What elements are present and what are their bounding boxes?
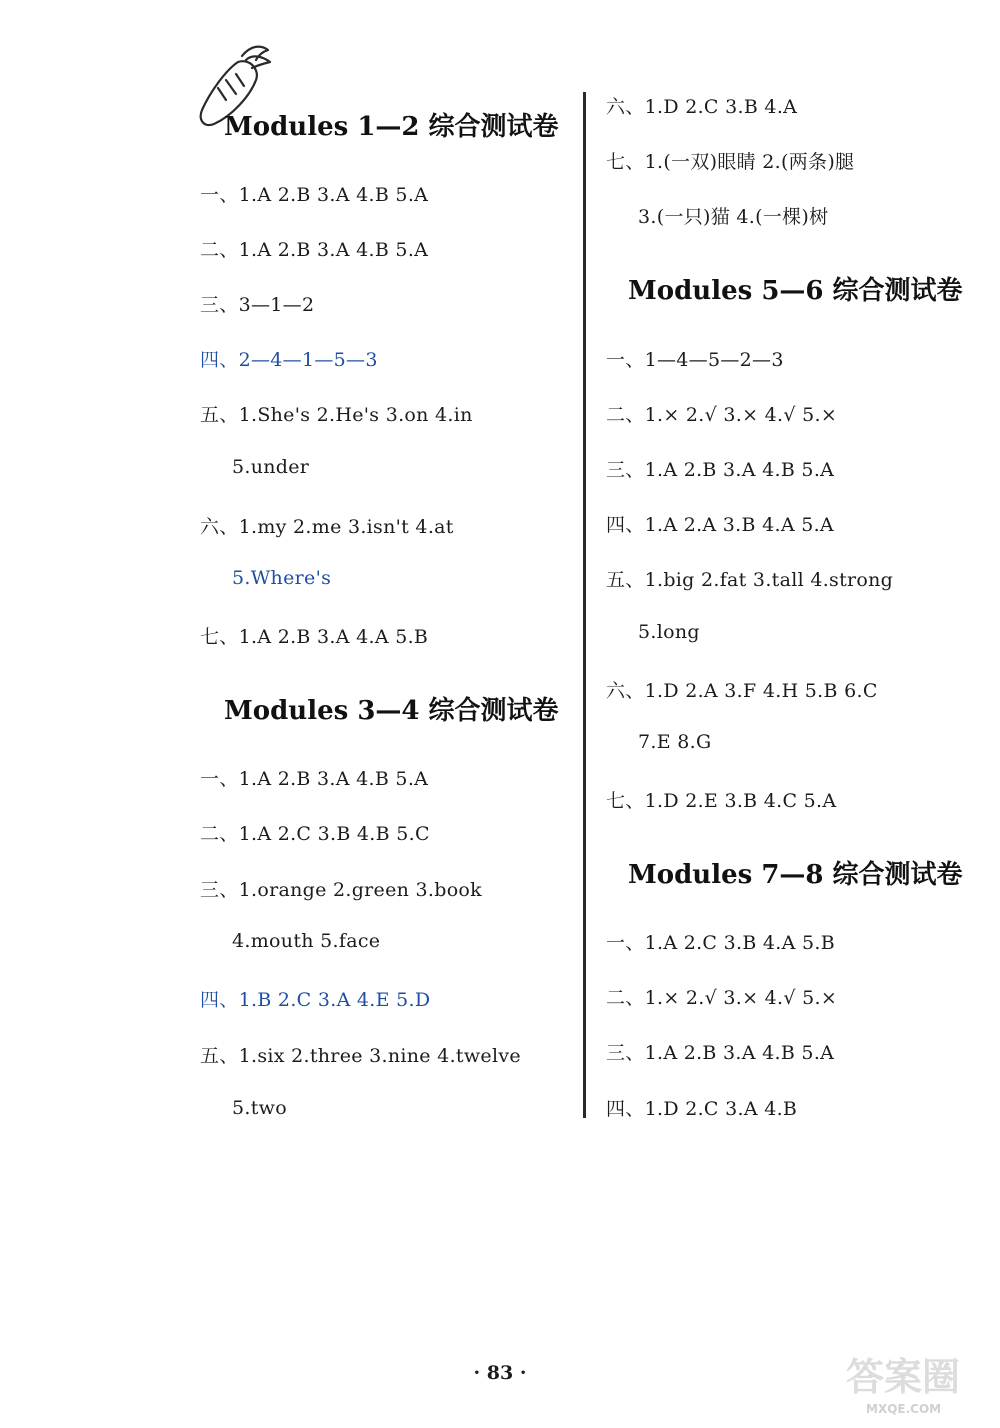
answer-line: 四、1.D 2.C 3.A 4.B [606, 1098, 798, 1120]
answer-line: 三、3—1—2 [200, 294, 315, 316]
answer-line: 四、1.B 2.C 3.A 4.E 5.D [200, 989, 431, 1011]
answer-line: 二、1.× 2.√ 3.× 4.√ 5.× [606, 404, 838, 426]
answer-line: 二、1.× 2.√ 3.× 4.√ 5.× [606, 987, 838, 1009]
answer-line: 3.(一只)猫 4.(一棵)树 [638, 206, 829, 228]
answer-line: 七、1.(一双)眼睛 2.(两条)腿 [606, 151, 855, 173]
heading-modules-3-4: Modules 3—4 综合测试卷 [224, 696, 559, 726]
answer-line: 三、1.A 2.B 3.A 4.B 5.A [606, 1042, 835, 1064]
answer-line: 5.two [232, 1097, 287, 1119]
answer-line: 五、1.She's 2.He's 3.on 4.in [200, 404, 473, 426]
answer-line: 一、1.A 2.B 3.A 4.B 5.A [200, 184, 429, 206]
answer-line: 七、1.A 2.B 3.A 4.A 5.B [200, 626, 429, 648]
answer-line: 七、1.D 2.E 3.B 4.C 5.A [606, 790, 837, 812]
answer-line: 五、1.big 2.fat 3.tall 4.strong [606, 569, 894, 591]
answer-line: 一、1.A 2.C 3.B 4.A 5.B [606, 932, 836, 954]
answer-line: 一、1—4—5—2—3 [606, 349, 784, 371]
heading-modules-1-2: Modules 1—2 综合测试卷 [224, 112, 559, 142]
answer-line: 5.Where's [232, 567, 332, 589]
answer-line: 一、1.A 2.B 3.A 4.B 5.A [200, 768, 429, 790]
answer-line: 二、1.A 2.B 3.A 4.B 5.A [200, 239, 429, 261]
answer-line: 四、2—4—1—5—3 [200, 349, 378, 371]
answer-line: 四、1.A 2.A 3.B 4.A 5.A [606, 514, 834, 536]
answer-line: 4.mouth 5.face [232, 930, 381, 952]
answer-line: 五、1.six 2.three 3.nine 4.twelve [200, 1045, 521, 1067]
heading-modules-7-8: Modules 7—8 综合测试卷 [628, 860, 963, 890]
answer-line: 5.under [232, 456, 310, 478]
answer-line: 三、1.A 2.B 3.A 4.B 5.A [606, 459, 835, 481]
watermark-url: MXQE.COM [866, 1402, 942, 1416]
answer-line: 7.E 8.G [638, 731, 712, 753]
page-number: · 83 · [473, 1362, 527, 1384]
answer-line: 六、1.D 2.A 3.F 4.H 5.B 6.C [606, 680, 878, 702]
answer-line: 5.long [638, 621, 700, 643]
column-divider [583, 92, 586, 1118]
watermark-main-text: 答案圈 [846, 1355, 961, 1399]
answer-line: 六、1.D 2.C 3.B 4.A [606, 96, 798, 118]
answer-line: 三、1.orange 2.green 3.book [200, 879, 482, 901]
heading-modules-5-6: Modules 5—6 综合测试卷 [628, 276, 963, 306]
answer-line: 二、1.A 2.C 3.B 4.B 5.C [200, 823, 430, 845]
answer-line: 六、1.my 2.me 3.isn't 4.at [200, 516, 454, 538]
